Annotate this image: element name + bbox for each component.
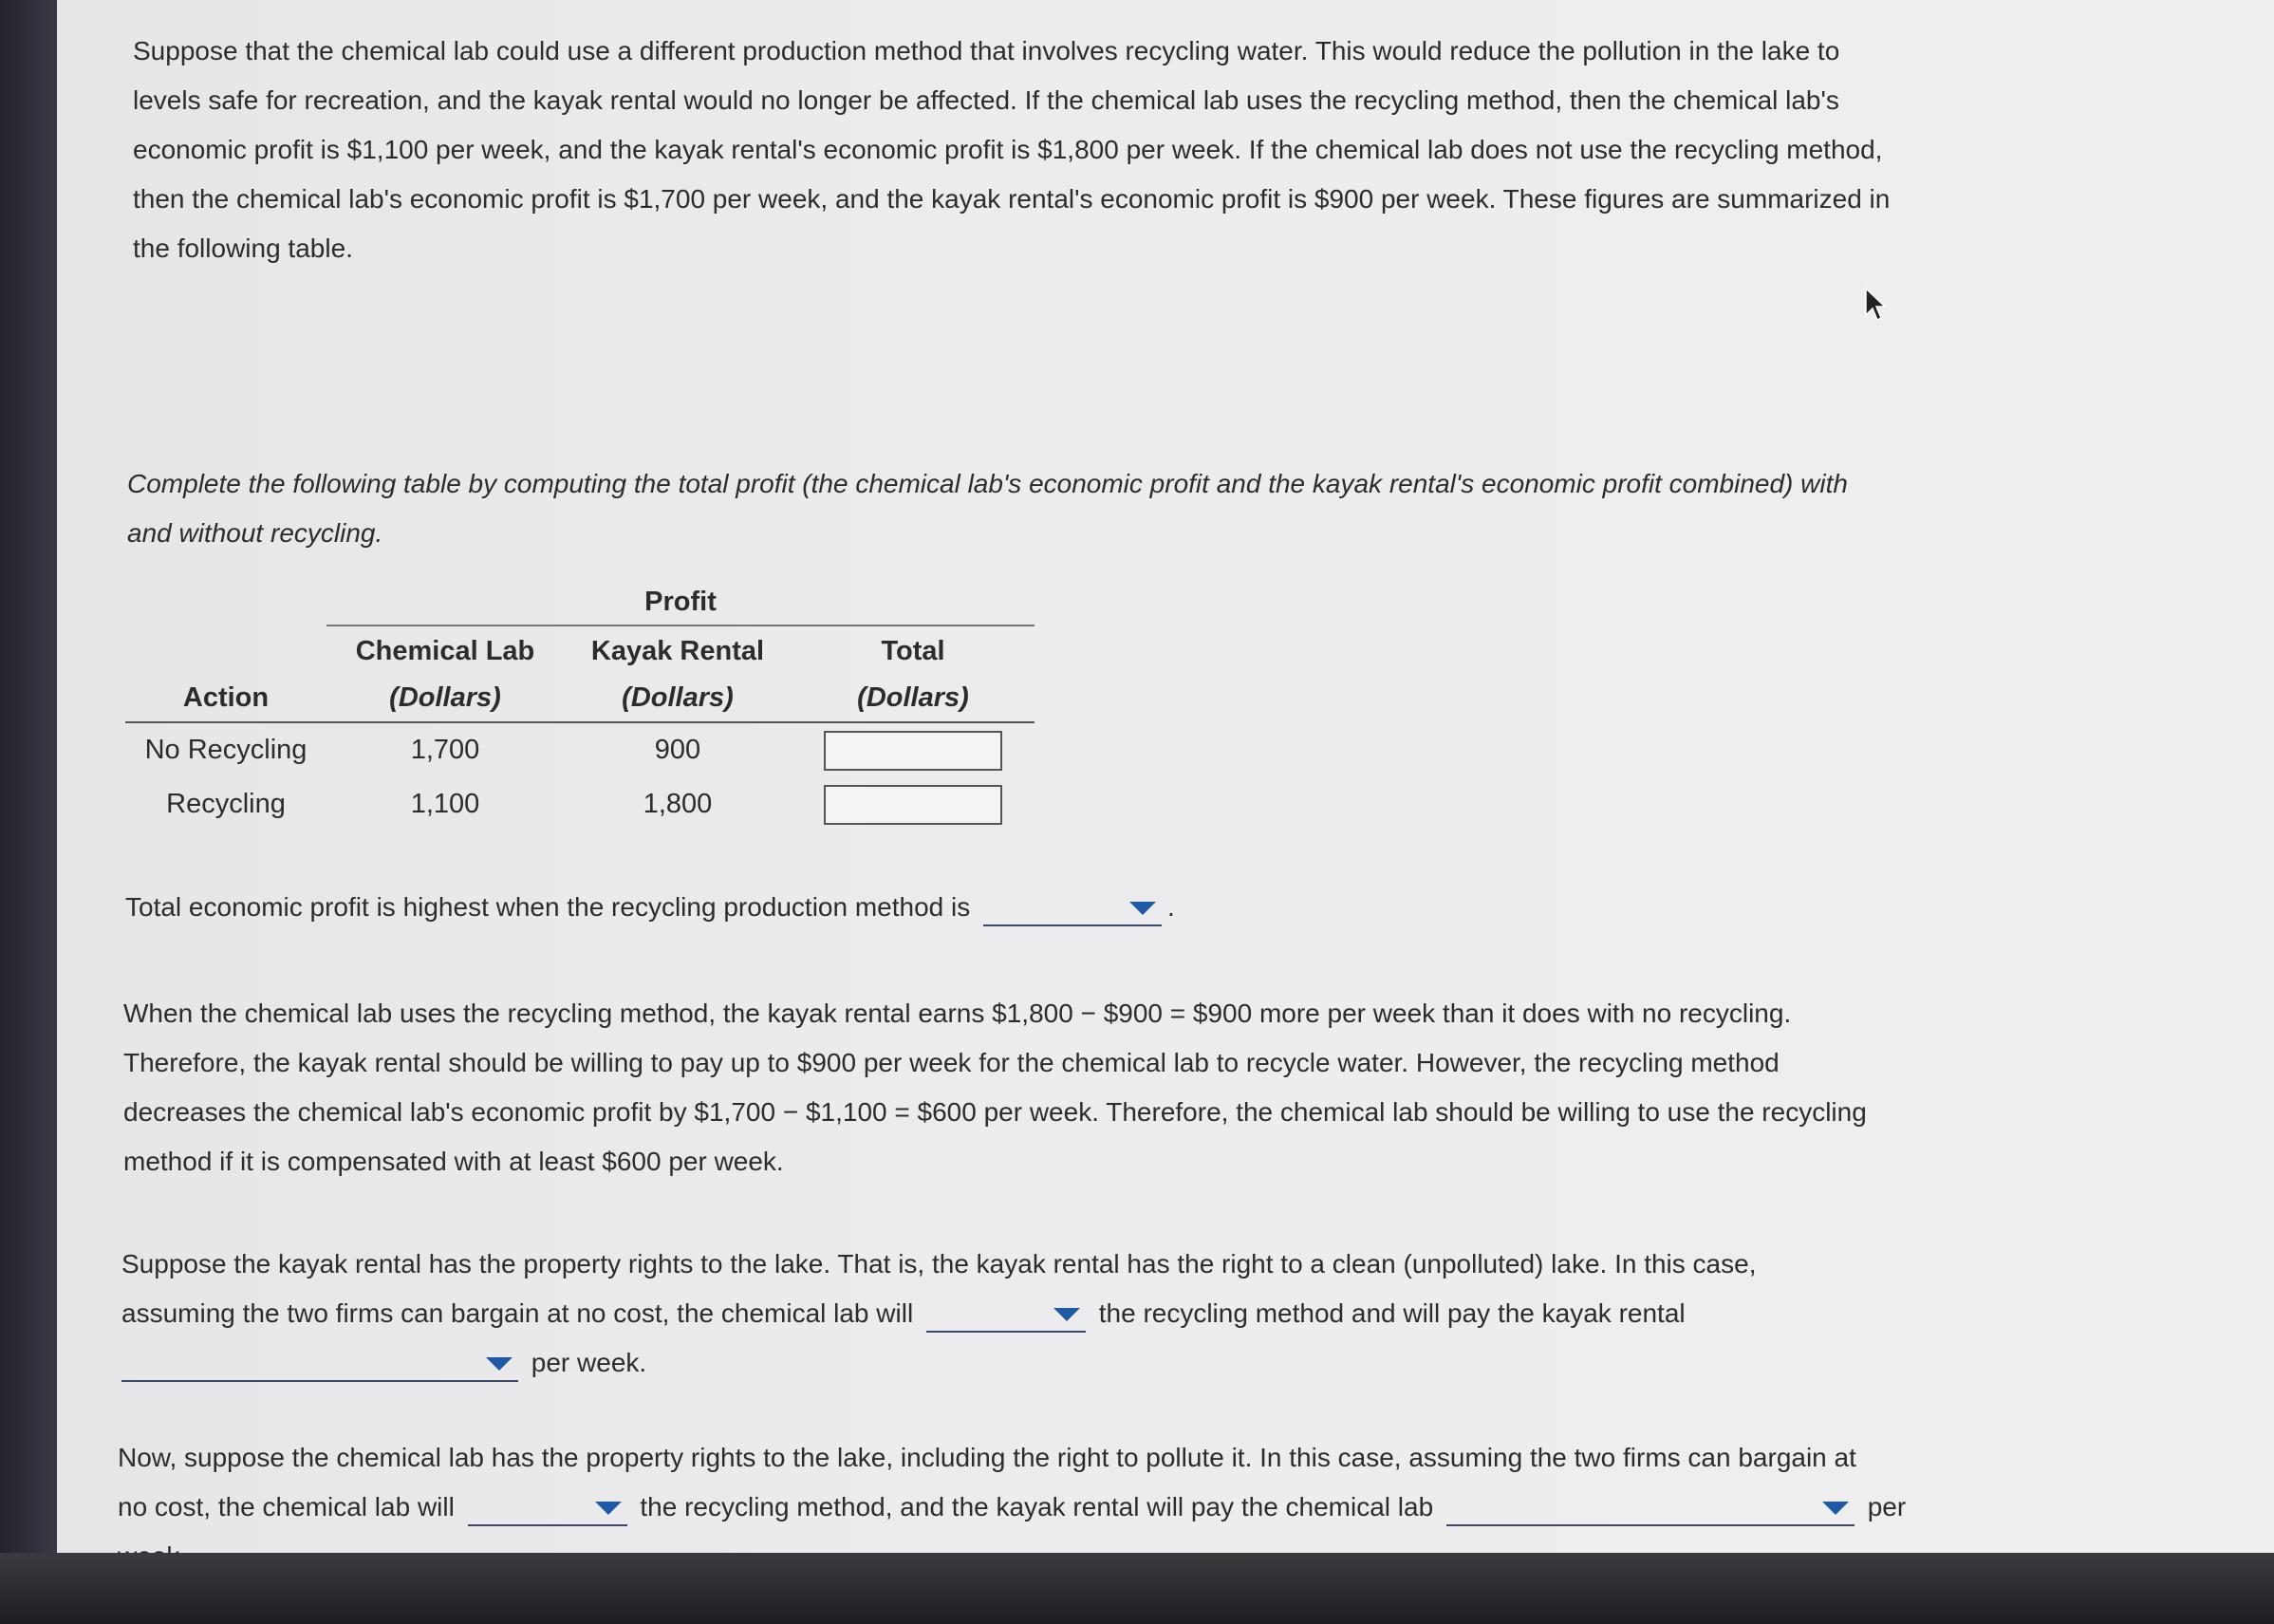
row-action-label: No Recycling [144,735,308,765]
chevron-down-icon [486,1357,513,1371]
row-action-label: Recycling [166,789,286,819]
row-kayak-rental-value: 900 [654,735,701,765]
chevron-down-icon [595,1502,622,1515]
explanation-line-3: decreases the chemical lab's economic profit by $1,700 − $1,100 = $600 per week. Therefore, the chemical lab should be willing to use the recycling [123,1097,1867,1127]
monitor-bezel-left [0,0,57,1624]
q2-paragraph: Suppose the kayak rental has the property rights to the lake. That is, the kayak rental has the right to a clean (unpolluted) lake. In this case, assuming the two firms can bargain at no cost, the chemical lab will the recycling method and will pay the kayak rental per week. [121,1240,1756,1388]
total-input-recycling[interactable] [824,785,1002,825]
chemical-lab-column-header: Chemical Lab (Dollars) [326,625,564,722]
row-chemical-lab-value: 1,100 [410,789,480,819]
instruction-paragraph [127,459,1848,558]
recycling-method-dropdown[interactable] [983,892,1162,926]
profit-table [125,579,1034,831]
explanation-line-4: method if it is compensated with at least $600 per week. [123,1147,784,1176]
intro-paragraph [133,27,1890,273]
intro-line-3: economic profit is $1,100 per week, and the kayak rental's economic profit is $1,800 per week. If the chemical lab does not use the recycling method, [133,135,1883,164]
question-page [57,0,2274,1553]
table-row-no-recycling [125,722,1034,777]
intro-line-4: then the chemical lab's economic profit is $1,700 per week, and the kayak rental's economic profit is $900 per week. These figures are summarized in [133,184,1891,214]
row-chemical-lab-value: 1,700 [410,735,480,765]
intro-line-5: the following table. [133,233,353,263]
explanation-line-2: Therefore, the kayak rental should be willing to pay up to $900 per week for the chemical lab to recycle water. However, the recycling method [123,1048,1780,1077]
chevron-down-icon [1129,902,1156,915]
kayak-rights-payment-dropdown[interactable] [121,1348,518,1382]
row-kayak-rental-value: 1,800 [643,789,713,819]
chemical-rights-payment-dropdown[interactable] [1446,1492,1855,1526]
q3-paragraph: Now, suppose the chemical lab has the property rights to the lake, including the right to pollute it. In this case, assuming the two firms can bargain at no cost, the chemical lab will the recycling method, and the kayak rental will pay the chemical lab per [118,1433,1906,1581]
explanation-paragraph [123,989,1867,1186]
mouse-pointer-icon [1864,287,1887,323]
instruction-line-1: Complete the following table by computing the total profit (the chemical lab's economic profit and the kayak rental's economic profit combined) with [127,469,1848,498]
table-row-recycling [125,777,1034,831]
instruction-line-2: and without recycling. [127,518,383,548]
intro-line-2: levels safe for recreation, and the kayak rental would no longer be affected. If the chemical lab uses the recycling method, then the chemical lab's [133,85,1839,115]
intro-line-1: Suppose that the chemical lab could use a different production method that involves recycling water. This would reduce the pollution in the lake to [133,36,1840,65]
chemical-rights-action-dropdown[interactable] [468,1492,627,1526]
total-column-header: Total (Dollars) [792,625,1034,722]
chevron-down-icon [1053,1308,1080,1321]
total-input-no-recycling[interactable] [824,731,1002,771]
chevron-down-icon [1822,1502,1849,1515]
kayak-rental-column-header: Kayak Rental (Dollars) [564,625,792,722]
explanation-line-1: When the chemical lab uses the recycling method, the kayak rental earns $1,800 − $900 = $900 more per week than it does with no recycling. [123,999,1792,1028]
action-column-header: Action [125,625,326,722]
q1-sentence: Total economic profit is highest when the recycling production method is . [125,883,1175,932]
kayak-rights-action-dropdown[interactable] [926,1298,1086,1333]
monitor-bezel-bottom [0,1553,2274,1624]
profit-group-header: Profit [326,579,1034,625]
